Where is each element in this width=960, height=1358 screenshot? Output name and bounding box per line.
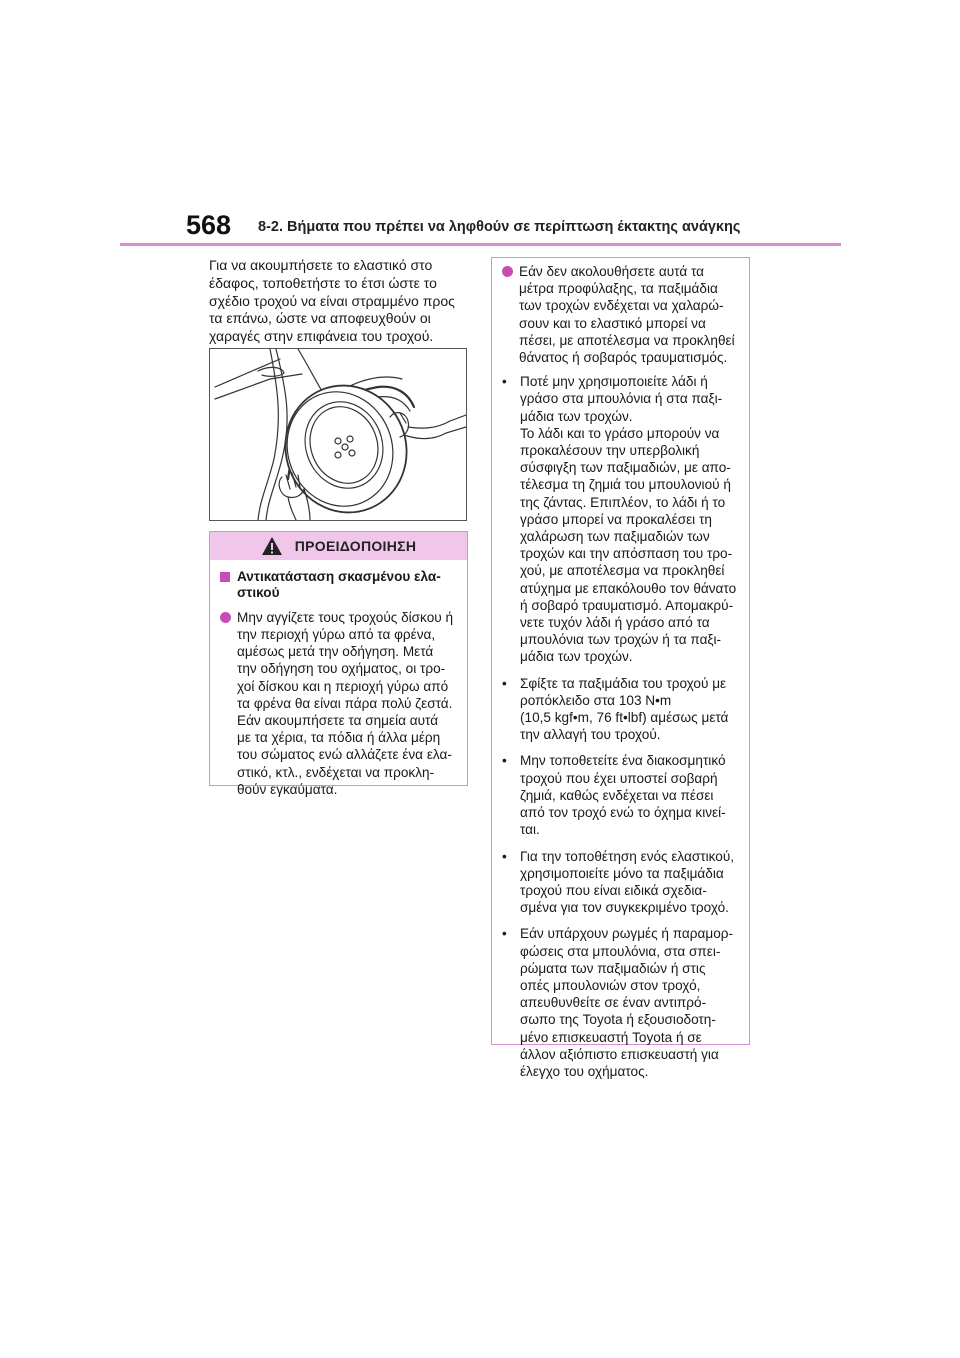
bullet-mark: •	[502, 753, 507, 769]
lead-line: σουν και το ελαστικό μπορεί να	[519, 315, 706, 331]
bullet-line: μένο επισκευαστή Toyota ή σε	[520, 1029, 702, 1045]
bullet-mark: •	[502, 675, 507, 691]
warning-line: αμέσως μετά την οδήγηση. Μετά	[237, 644, 434, 660]
warning-line: την οδήγηση του οχήματος, οι τρο-	[237, 661, 446, 677]
warning-header	[210, 532, 467, 560]
bullet-line: Μην τοποθετείτε ένα διακοσμητικό	[520, 753, 726, 769]
bullet-line: την αλλαγή του τροχού.	[520, 727, 661, 743]
bullet-line: ή σοβαρό τραυματισμό. Απομακρύ-	[520, 597, 734, 613]
warning-line: χοί δίσκου και η περιοχή γύρω από	[237, 678, 449, 694]
warning-line: του σώματος ενώ αλλάζετε ένα ελα-	[237, 747, 452, 763]
bullet-line: τέλεσμα τη ζημιά του μπουλονιού ή	[520, 477, 731, 493]
bullet-item	[492, 848, 749, 917]
bullet-line: τροχών και την απόσπαση του τρο-	[520, 546, 733, 562]
warning-box	[209, 531, 468, 797]
intro-line: τα επάνω, ώστε να αποφευχθούν οι	[209, 310, 431, 327]
bullet-line: τροχού που είναι ειδικά σχεδια-	[520, 882, 707, 898]
bullet-mark: •	[502, 926, 507, 942]
bullet-line: νετε τυχόν λάδι ή γράσο από τα	[520, 615, 710, 631]
bullet-line: της ζάντας. Επιπλέον, το λάδι ή το	[520, 494, 726, 510]
intro-paragraph	[209, 257, 474, 346]
bullet-item	[492, 675, 749, 744]
bullet-line: γράσο μπορεί να προκαλέσει τη	[520, 511, 712, 527]
bullet-line: μάδια των τροχών.	[520, 649, 633, 665]
intro-line: έδαφος, τοποθετήστε το έτσι ώστε το	[209, 274, 437, 291]
bullet-line: έλεγχο του οχήματος.	[520, 1063, 649, 1079]
bullet-line: χρησιμοποιείτε μόνο τα παξιμάδια	[520, 865, 724, 881]
warning-line: θούν εγκαύματα.	[237, 781, 338, 797]
warning-paragraph	[210, 609, 467, 798]
warning-line: τα φρένα θα είναι πάρα πολύ ζεστά.	[237, 695, 453, 711]
lead-line: πέσει, με αποτέλεσμα να προκληθεί	[519, 332, 735, 348]
bullet-line: άλλον αξιόπιστο επισκευαστή για	[520, 1046, 719, 1062]
lead-line: μέτρα προφύλαξης, τα παξιμάδια	[519, 281, 718, 297]
tire-placement-illustration	[209, 348, 467, 521]
bullet-line: Ποτέ μην χρησιμοποιείτε λάδι ή	[520, 374, 708, 390]
bullet-mark: •	[502, 374, 507, 390]
subheading-line: Αντικατάσταση σκασμένου ελα-	[237, 569, 441, 584]
page-number: 568	[186, 210, 232, 240]
bullet-line: ζημιά, καθώς ενδέχεται να πέσει	[520, 787, 714, 803]
bullet-line: γράσο στα μπουλόνια ή στα παξι-	[520, 391, 723, 407]
bullet-mark: •	[502, 848, 507, 864]
bullet-line: ροπόκλειδο στα 103 N•m	[520, 692, 672, 708]
bullet-line: ρώματα των παξιμαδιών ή στις	[520, 960, 706, 976]
header-divider	[120, 243, 841, 246]
bullet-line: φώσεις στα μπουλόνια, στα σπει-	[520, 943, 721, 959]
bullet-line: τροχού που έχει υποστεί σοβαρή	[520, 770, 718, 786]
square-bullet-icon	[220, 572, 230, 582]
bullet-line: Για την τοποθέτηση ενός ελαστικού,	[520, 848, 735, 864]
intro-line: Για να ακουμπήσετε το ελαστικό στο	[209, 257, 433, 273]
bullet-line: Σφίξτε τα παξιμάδια του τροχού με	[520, 675, 727, 691]
lead-line: Εάν δεν ακολουθήσετε αυτά τα	[519, 264, 704, 279]
bullet-line: μάδια των τροχών.	[520, 408, 633, 424]
bullet-line: σωπο της Toyota ή εξουσιοδοτη-	[520, 1012, 716, 1028]
subheading-line: στικού	[237, 585, 280, 601]
warning-line: Εάν ακουμπήσετε τα σημεία αυτά	[237, 713, 439, 729]
warning-line: την περιοχή γύρω από τα φρένα,	[237, 627, 436, 643]
bullet-line: οπές μπουλονιών στον τροχό,	[520, 977, 701, 993]
bullet-line: προκαλέσουν την υπερβολική	[520, 443, 700, 459]
bullet-line: απευθυνθείτε σε έναν αντιπρό-	[520, 995, 707, 1011]
bullet-line: Εάν υπάρχουν ρωγμές ή παραμορ-	[520, 926, 734, 942]
round-bullet-icon	[220, 612, 231, 623]
warning-line: με τα χέρια, τα πόδια ή άλλα μέρη	[237, 730, 441, 746]
warning-line: στικό, κτλ., ενδέχεται να προκλη-	[237, 764, 435, 780]
bullet-line: ατύχημα με επακόλουθο τον θάνατο	[520, 580, 737, 596]
bullet-line: χού, με αποτέλεσμα να προκληθεί	[520, 563, 725, 579]
lead-line: των τροχών ενδέχεται να χαλαρώ-	[519, 298, 724, 314]
warning-heading: ΠΡΟΕΙΔΟΠΟΙΗΣΗ	[294, 538, 417, 554]
warning-subheading	[210, 569, 467, 602]
bullet-line: (10,5 kgf•m, 76 ft•lbf) αμέσως μετά	[520, 710, 729, 726]
lead-line: θάνατος ή σοβαρός τραυματισμός.	[519, 350, 728, 366]
bullet-line: σύσφιγξη των παξιμαδιών, με απο-	[520, 460, 731, 476]
bullet-item	[492, 752, 749, 838]
warning-line: Μην αγγίζετε τους τροχούς δίσκου ή	[237, 609, 454, 625]
intro-line: σχέδιο τροχού να είναι στραμμένο προς	[209, 292, 455, 309]
warning-triangle-icon	[261, 536, 283, 556]
section-title: 8-2. Βήματα που πρέπει να ληφθούν σε περίπτωση έκτακτης ανάγκης	[258, 219, 741, 235]
bullet-line: ται.	[520, 822, 540, 838]
bullet-line: από τον τροχό ενώ το όχημα κινεί-	[520, 805, 726, 821]
bullet-line: μπουλόνια των τροχών ή τα παξι-	[520, 632, 722, 648]
bullet-line: Το λάδι και το γράσο μπορούν να	[520, 425, 720, 441]
bullet-item	[492, 925, 749, 1080]
bullet-line: χαλάρωση των παξιμαδιών των	[520, 529, 710, 545]
lead-paragraph	[492, 263, 749, 366]
intro-line: χαραγές στην επιφάνεια του τροχού.	[209, 328, 434, 345]
round-bullet-icon	[502, 266, 513, 277]
bullet-item	[492, 373, 749, 665]
bullet-line: σμένα για τον συγκεκριμένο τροχό.	[520, 900, 729, 916]
right-warning-box	[491, 257, 750, 1079]
